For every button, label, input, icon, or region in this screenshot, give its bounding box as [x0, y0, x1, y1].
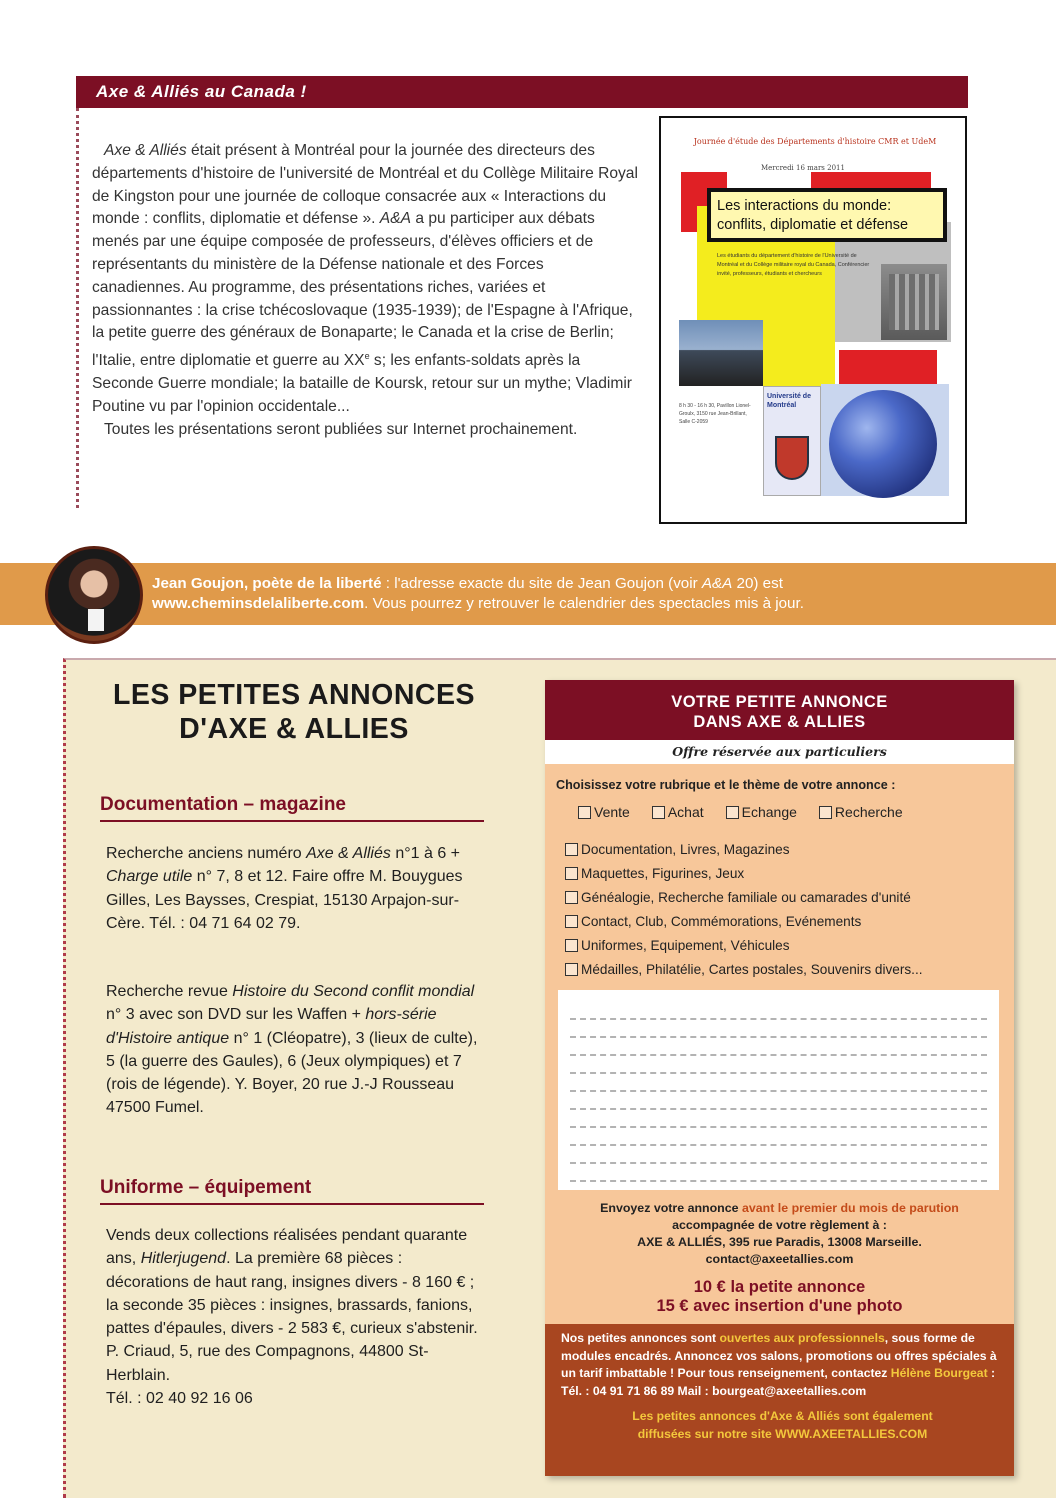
checkbox-icon[interactable] [565, 867, 578, 880]
send-instructions [545, 1200, 1014, 1268]
ad-text: n°1 à 6 + [390, 845, 461, 862]
checkbox-label: Uniformes, Equipement, Véhicules [581, 937, 790, 953]
checkbox-icon[interactable] [819, 806, 832, 819]
article-paragraph-2: Toutes les présentations seront publiées sur Internet prochainement. [104, 420, 578, 438]
writing-line[interactable] [570, 1020, 987, 1038]
ad-text: Vends deux collections réalisées pendant quarante ans, [106, 1227, 468, 1268]
ad-italic: hors-série d'Histoire antique [106, 1006, 437, 1047]
poster-heading: Journée d'étude des Départements d'histoire CMR et UdeM [693, 137, 937, 146]
poster-body-text: Les étudiants du département d'histoire de l'Université de Montréal et du Collège militaire royal du Canada, Conférencier invité, professeurs, étudiants et chercheurs [717, 253, 870, 277]
send-deadline: avant le premier du mois de parution [741, 1201, 959, 1215]
writing-line[interactable] [570, 1146, 987, 1164]
poster-title: Les interactions du monde: conflits, diplomatie et défense [707, 188, 947, 242]
form-instruction: Choisissez votre rubrique et le thème de votre annonce : [556, 778, 896, 792]
classifieds-title-line: LES PETITES ANNONCES [112, 679, 476, 711]
notice-text: 20) est [732, 575, 783, 592]
jean-goujon-notice [0, 563, 1056, 625]
article-dotted-border [76, 108, 79, 508]
ad-text: n° 1 (Cléopatre), 3 (lieux de culte), 5 (la guerre des Gaules), 6 (Jeux olympiques) et 7 (rois de légende). Y. Boyer, 20 rue J.-J Rousseau 47500 Fumel. [106, 1029, 478, 1117]
article-sup: e [364, 351, 370, 362]
ad-text: Recherche revue [106, 983, 233, 1000]
checkbox-achat[interactable] [652, 804, 704, 820]
checkbox-icon[interactable] [565, 939, 578, 952]
checkbox-vente[interactable] [578, 804, 630, 820]
checkbox-theme-medailles[interactable] [565, 957, 923, 981]
checkbox-label: Documentation, Livres, Magazines [581, 841, 790, 857]
conference-poster [659, 116, 967, 524]
checkbox-theme-genealogie[interactable] [565, 885, 923, 909]
article-body [92, 140, 640, 442]
section-documentation-heading: Documentation – magazine [100, 794, 484, 822]
writing-line[interactable] [570, 1164, 987, 1182]
ad-text: Recherche anciens numéro [106, 845, 307, 862]
checkbox-label: Echange [741, 804, 797, 820]
classified-order-form [545, 680, 1014, 1476]
price-basic: 10 € la petite annonce [693, 1278, 866, 1296]
checkbox-label: Contact, Club, Commémorations, Evénements [581, 913, 862, 929]
checkbox-label: Achat [667, 804, 704, 820]
ad-italic: Axe & Alliés [306, 845, 391, 862]
checkbox-label: Recherche [834, 804, 903, 820]
checkbox-label: Médailles, Philatélie, Cartes postales, Souvenirs divers... [581, 961, 923, 977]
checkbox-theme-uniformes[interactable] [565, 933, 923, 957]
checkbox-icon[interactable] [565, 843, 578, 856]
promo-span: : [987, 1366, 996, 1380]
ad-italic: Charge utile [106, 868, 193, 886]
send-text: Envoyez votre annonce [600, 1201, 742, 1215]
professional-promo [545, 1324, 1014, 1476]
checkbox-label: Généalogie, Recherche familiale ou camarades d'unité [581, 889, 911, 905]
classified-ad [106, 980, 486, 1120]
send-address: AXE & ALLIÉS, 395 rue Paradis, 13008 Marseille. [637, 1235, 922, 1249]
ad-phone: Tél. : 02 40 92 16 06 [106, 1390, 253, 1408]
ad-italic: Hitlerjugend [140, 1250, 227, 1268]
notice-text: : l'adresse exacte du site de Jean Goujon (voir [381, 575, 702, 592]
checkbox-icon[interactable] [565, 963, 578, 976]
article-text: était présent à Montréal pour la journée des directeurs des départements d'histoire de l'université de Montréal et du Collège Militaire Royal de Kingston pour une journée de colloque consacrée aux « Interactions du monde : conflits, diplomatie et défense ». [92, 142, 638, 228]
writing-line[interactable] [570, 1056, 987, 1074]
send-text: accompagnée de votre règlement à : [672, 1218, 887, 1232]
promo-contact: Tél. : 04 91 71 86 89 Mail : bourgeat@axeetallies.com [561, 1383, 867, 1398]
ad-type-checkboxes [578, 804, 903, 820]
notice-italic: A&A [701, 575, 733, 592]
ad-text: n° 3 avec son DVD sur les Waffen + [106, 1006, 366, 1024]
jean-goujon-portrait [45, 546, 143, 644]
notice-title: Jean Goujon, poète de la liberté [152, 575, 382, 592]
poster-red-block [839, 350, 937, 384]
checkbox-icon[interactable] [652, 806, 665, 819]
notice-website-link[interactable]: www.cheminsdelaliberte.com [152, 595, 365, 612]
writing-line[interactable] [570, 1128, 987, 1146]
ad-italic: Histoire du Second conflit mondial [232, 983, 475, 1000]
send-email[interactable]: contact@axeetallies.com [705, 1252, 854, 1266]
writing-line[interactable] [570, 1074, 987, 1092]
pricing [545, 1278, 1014, 1316]
promo-footer-line: diffusées sur notre site WWW.AXEETALLIES.COM [637, 1426, 928, 1441]
classified-ad [106, 1224, 486, 1410]
article-text: a pu participer aux débats menés par une équipe composée de professeurs, d'élèves officiers et de représentants du ministère de la Défense nationale et des Forces canadiennes. Au programme, des présentations riches, variées et passionnantes : la crise tchécoslovaque (1935-1939); de l'Espagne à l'Afrique, la petite guerre des généraux de Bonaparte; le Canada et la crise de Berlin; l'Italie, entre diplomatie et guerre au XX [92, 210, 633, 370]
classifieds-title [96, 678, 492, 746]
form-subtitle: Offre réservée aux particuliers [545, 740, 1014, 764]
form-header-line: VOTRE PETITE ANNONCE [671, 693, 888, 711]
article-italic-abbr: A&A [379, 210, 411, 228]
promo-highlight: ouvertes aux professionnels [719, 1331, 885, 1345]
poster-people-photo [679, 320, 763, 386]
article-header: Axe & Alliés au Canada ! [76, 76, 968, 108]
article-text: s; les enfants-soldats après la Seconde Guerre mondiale; la bataille de Koursk, retour sur un mythe; Vladimir Poutine vu par l'opinion occidentale... [92, 352, 632, 415]
poster-footer-text: 8 h 30 - 16 h 30, Pavillon Lionel-Groulx, 3150 rue Jean-Brillant, Salle C-2059 [679, 403, 751, 425]
checkbox-icon[interactable] [565, 891, 578, 904]
notice-text: . Vous pourrez y retrouver le calendrier des spectacles mis à jour. [364, 595, 804, 612]
checkbox-label: Maquettes, Figurines, Jeux [581, 865, 745, 881]
poster-date: Mercredi 16 mars 2011 [761, 164, 845, 172]
checkbox-label: Vente [594, 804, 630, 820]
writing-line[interactable] [570, 1092, 987, 1110]
checkbox-theme-maquettes[interactable] [565, 861, 923, 885]
checkbox-recherche[interactable] [819, 804, 903, 820]
checkbox-theme-contact[interactable] [565, 909, 923, 933]
ad-text: n° 7, 8 et 12. Faire offre M. Bouygues Gilles, Les Baysses, Crespiat, 15130 Arpajon-sur-Cère. Tél. : 04 71 64 02 79. [106, 868, 463, 932]
globe-icon [829, 390, 937, 498]
form-header-line: DANS AXE & ALLIES [693, 713, 866, 731]
classifieds-title-line: D'AXE & ALLIES [179, 713, 409, 745]
coat-of-arms-icon [775, 436, 809, 480]
article-paragraph-1 [92, 140, 640, 419]
university-label: Université de Montréal [767, 393, 811, 409]
ad-theme-checkboxes [565, 837, 923, 981]
form-header [545, 680, 1014, 740]
ad-text: . La première 68 pièces : décorations de haut rang, insignes divers - 8 160 € ; la seconde 35 pièces : insignes, brassards, fanions, pattes d'épaules, divers - 2 583 €, curieux s'abstenir. P. Criaud, 5, rue des Compagnons, 44800 St-Herblain. [106, 1250, 478, 1384]
send-line [545, 1200, 1014, 1217]
checkbox-theme-documentation[interactable] [565, 837, 923, 861]
ad-text-area[interactable] [558, 990, 999, 1190]
checkbox-icon[interactable] [578, 806, 591, 819]
section-uniform-heading: Uniforme – équipement [100, 1177, 484, 1205]
article-italic-title: Axe & Alliés [104, 142, 187, 159]
promo-text [561, 1330, 1004, 1383]
checkbox-icon[interactable] [726, 806, 739, 819]
classified-ad [106, 842, 486, 935]
poster-building-photo [881, 264, 947, 340]
checkbox-echange[interactable] [726, 804, 797, 820]
promo-contact-name: Hélène Bourgeat [890, 1366, 988, 1380]
promo-span: Nos petites annonces sont [561, 1331, 720, 1345]
promo-footer-line: Les petites annonces d'Axe & Alliés sont également [632, 1409, 933, 1423]
writing-line[interactable] [570, 1110, 987, 1128]
writing-line[interactable] [570, 1002, 987, 1020]
promo-footer [561, 1408, 1004, 1443]
price-with-photo: 15 € avec insertion d'une photo [656, 1297, 903, 1315]
promo-span: , sous forme de modules encadrés. Annoncez vos salons, promotions ou offres spéciales à un tarif imbattable ! Pour tous renseignement, contactez [561, 1331, 997, 1380]
writing-line[interactable] [570, 1038, 987, 1056]
checkbox-icon[interactable] [565, 915, 578, 928]
